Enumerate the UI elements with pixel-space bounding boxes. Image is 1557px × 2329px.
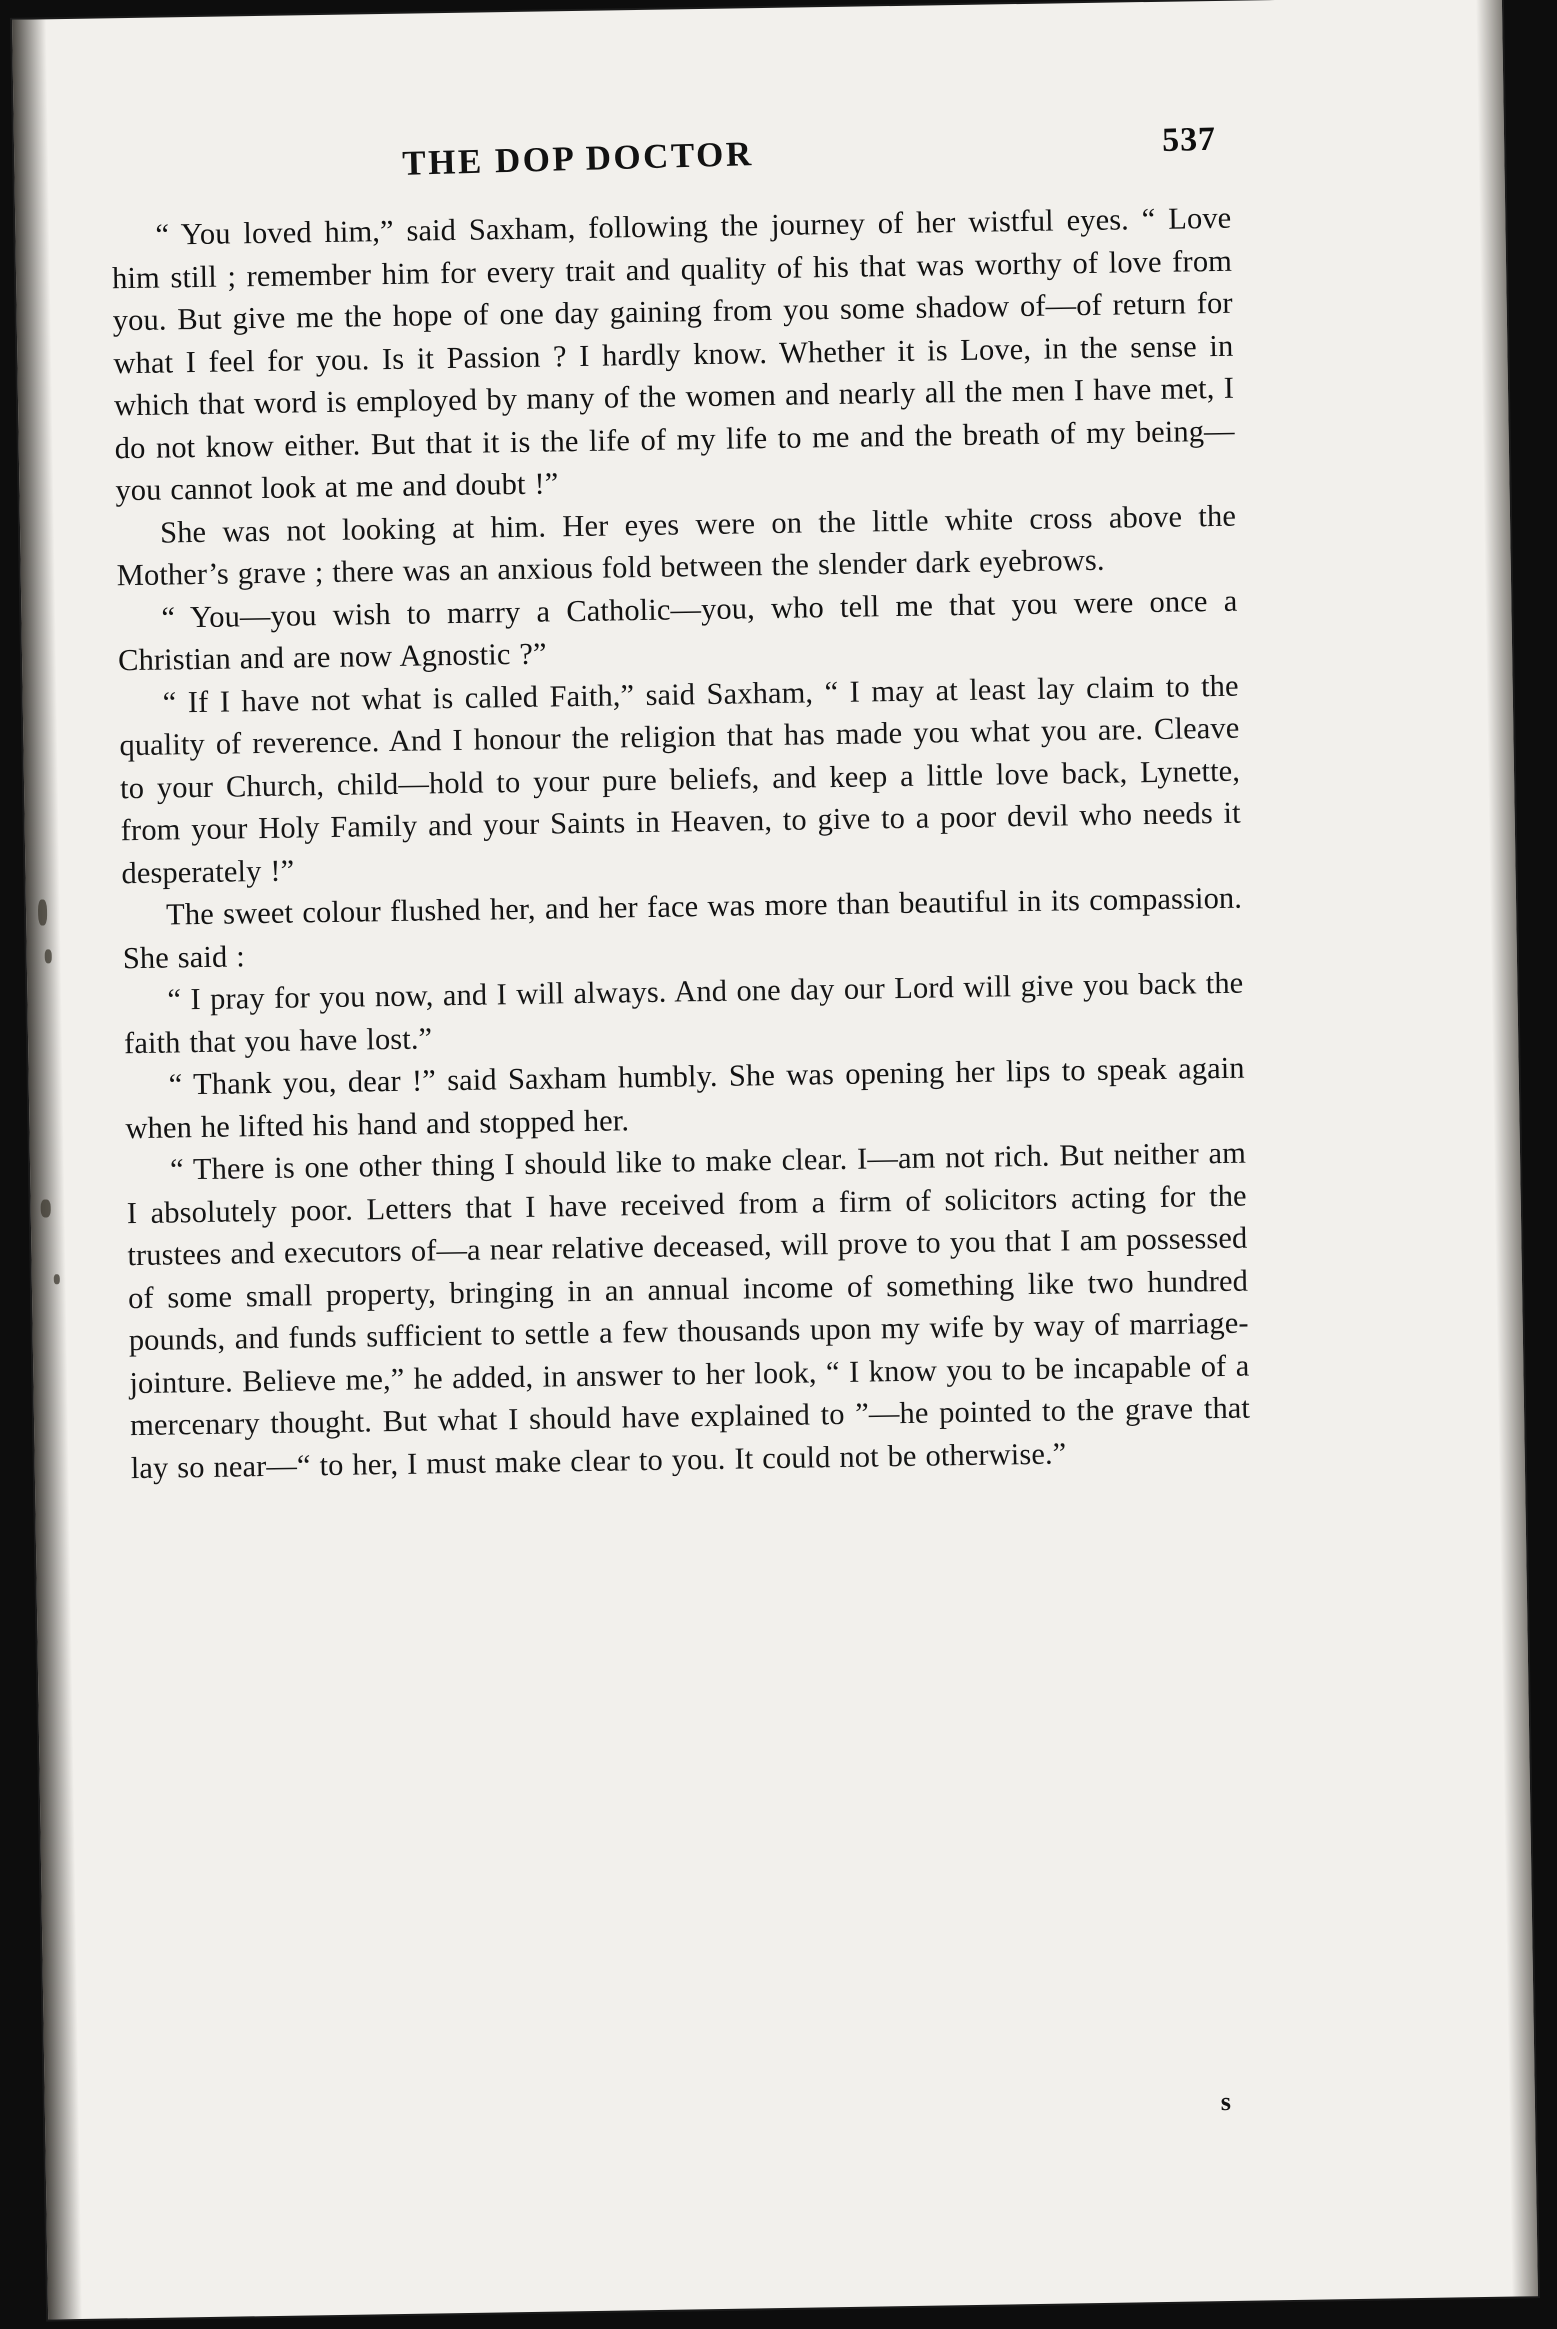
paper-sheet — [12, 0, 1538, 2320]
text-block — [110, 121, 1262, 2178]
page-number: 537 — [1161, 120, 1217, 160]
body-text — [111, 197, 1251, 1489]
paragraph: “ If I have not what is called Faith,” said Saxham, “ I may at least lay claim to the quality of reverence. And I honour the religion that has made you what you are. Cleave to your Church, child—hold to your pure beliefs, and keep a little love back, Lynette, from your Holy Family and your Saints in Heaven, to give to a poor devil who needs it desperately !” — [119, 668, 1241, 890]
paragraph: “ I pray for you now, and I will always. And one day our Lord will give you back the faith that you have lost.” — [123, 965, 1244, 1060]
paragraph: She was not looking at him. Her eyes were on the little white cross above the Mother’s grave ; there was an anxious fold between the slender dark eyebrows. — [116, 498, 1237, 593]
paragraph: “ Thank you, dear !” said Saxham humbly. She was opening her lips to speak again when he lifted his hand and stopped her. — [125, 1050, 1245, 1145]
scan-speck — [45, 949, 52, 963]
scan-speck — [38, 899, 47, 925]
scan-speck — [54, 1274, 60, 1284]
paragraph: “ There is one other thing I should like to make clear. I—am not rich. But neither am I absolutely poor. Letters that I have received from a firm of solicitors acting for the trustees and executors of—a near relative deceased, will prove to you that I am possessed of some small property, bringing in an annual income of something like two hundred pounds, and funds sufficient to settle a few thousands upon my wife by way of marriage-jointure. Believe me,” he added, in answer to her look, “ I know you to be incapable of a mercenary thought. But what I should have explained to ”—he pointed to the grave that lay so near—“ to her, I must make clear to you. It could not be otherwise.” — [126, 1135, 1251, 1485]
signature-mark: s — [1220, 2086, 1232, 2117]
scan-speck — [41, 1199, 51, 1217]
running-head: THE DOP DOCTOR — [401, 134, 755, 183]
paragraph: The sweet colour flushed her, and her face was more than beautiful in its compassion. She said : — [122, 880, 1243, 975]
paragraph: “ You—you wish to marry a Catholic—you, who tell me that you were once a Christian and are now Agnostic ?” — [117, 583, 1238, 678]
paragraph: “ You loved him,” said Saxham, following the journey of her wistful eyes. “ Love him still ; remember him for every trait and quality of his that was worthy of love from you. But give me the hope of one day gaining from you some shadow of—of return for what I feel for you. Is it Passion ? I hardly know. Whether it is Love, in the sense in which that word is employed by many of the women and nearly all the men I have met, I do not know either. But that it is the life of my life to me and the breath of my being—you cannot look at me and doubt !” — [111, 200, 1235, 508]
